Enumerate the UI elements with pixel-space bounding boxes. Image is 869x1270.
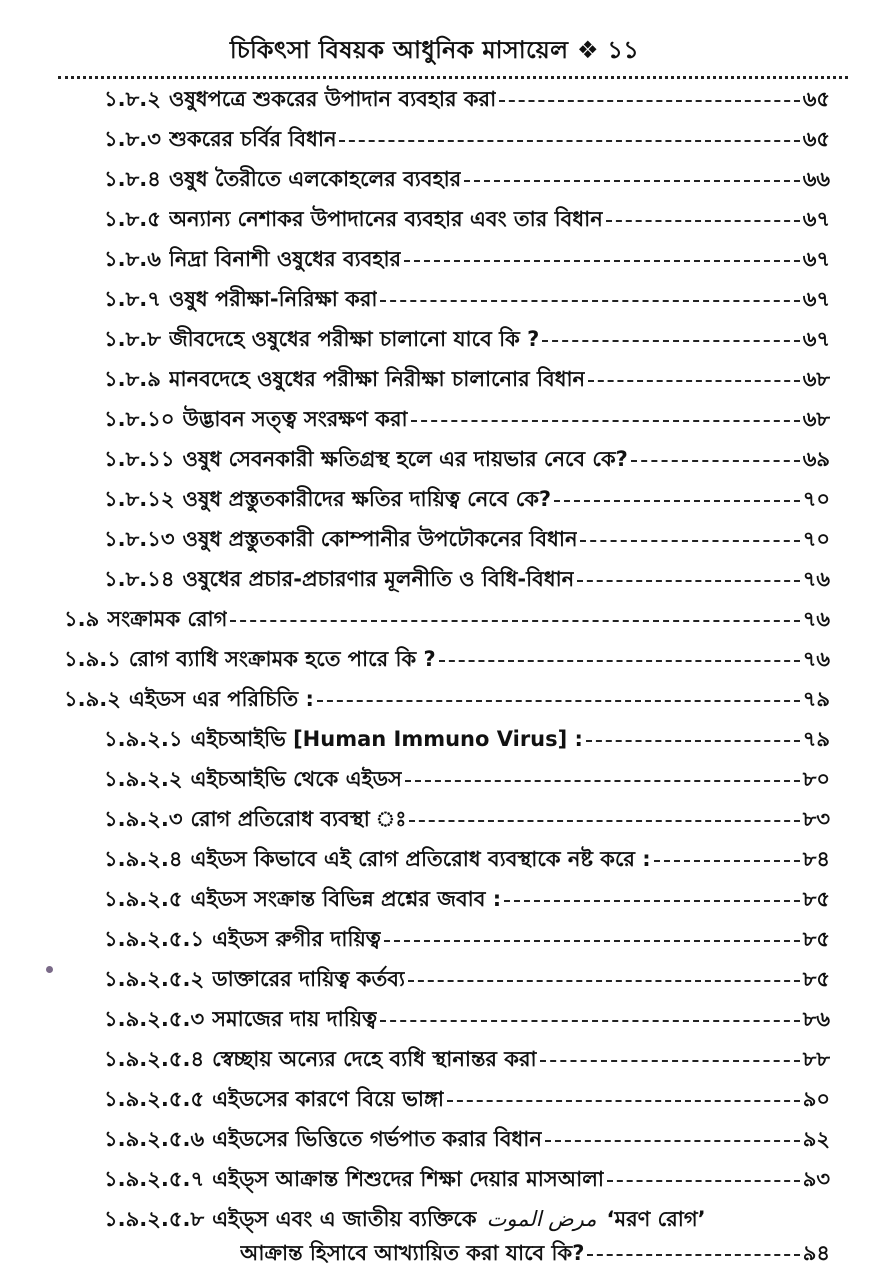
toc-entry	[104, 1202, 830, 1236]
toc-entry-page-number: ৬৫	[802, 87, 830, 111]
toc-entry	[104, 802, 830, 836]
toc-entry	[104, 922, 830, 956]
toc-entry-page-number: ৮৪	[802, 847, 830, 871]
toc-entry-title: নিদ্রা বিনাশী ওষুধের ব্যবহার	[168, 247, 402, 271]
page-header: চিকিৎসা বিষয়ক আধুনিক মাসায়েল ❖ ১১	[229, 36, 640, 64]
toc-entry-number: ১.৯.২.৫.২	[104, 967, 205, 991]
toc-entry-title: এইড্স এবং এ জাতীয় ব্যক্তিকে	[212, 1207, 477, 1231]
toc-entry-number: ১.৮.৪	[104, 167, 161, 191]
toc-entry	[104, 1042, 830, 1076]
toc-entry-title: ওষুধ সেবনকারী ক্ষতিগ্রস্থ হলে এর দায়ভার নেবে কে?	[182, 447, 628, 471]
toc-entry-title: রোগ প্রতিরোধ ব্যবস্থা ঃ	[190, 807, 407, 831]
dash-leader	[545, 1140, 800, 1142]
toc-entry-number: ১.৯	[64, 607, 100, 631]
toc-entry	[104, 442, 830, 476]
toc-entry-number: ১.৮.৫	[104, 207, 161, 231]
toc-entry-title: শুকরের চর্বির বিধান	[168, 127, 337, 151]
dash-leader	[499, 100, 800, 102]
toc-entry	[104, 562, 830, 596]
toc-entry-page-number: ৭৯	[802, 687, 830, 711]
toc-entry-title: এইচআইভি [Human Immuno Virus] :	[190, 727, 583, 751]
toc-entry-page-number: ৮৩	[802, 807, 830, 831]
toc-entry	[104, 282, 830, 316]
toc-entry-title: এইড্স আক্রান্ত শিশুদের শিক্ষা দেয়ার মাসআলা	[212, 1167, 604, 1191]
toc-entry-page-number: ৬৬	[802, 167, 830, 191]
toc-entry-number: ১.৯.২.৫.৮	[104, 1207, 205, 1231]
dash-leader	[439, 660, 800, 662]
dash-leader	[404, 260, 800, 262]
toc-entry-page-number: ৬৮	[802, 367, 830, 391]
toc-entry	[104, 202, 830, 236]
toc-entry	[104, 762, 830, 796]
dash-leader	[409, 820, 799, 822]
toc-entry	[104, 722, 830, 756]
toc-entry	[104, 402, 830, 436]
toc-entry-number: ১.৯.২.৫.১	[104, 927, 205, 951]
dash-leader	[654, 860, 800, 862]
dash-leader	[586, 740, 800, 742]
toc-entry-page-number: ৬৭	[802, 287, 830, 311]
toc-entry-number: ১.৯.২.৫.৩	[104, 1007, 205, 1031]
toc-entry-page-number: ৭০	[802, 527, 830, 551]
toc-entry	[104, 322, 830, 356]
dash-leader	[464, 180, 799, 182]
toc-entry-number: ১.৮.১২	[104, 487, 175, 511]
toc-entry-title: এইডস এর পরিচিতি :	[128, 687, 314, 711]
toc-entry-page-number: ৬৯	[802, 447, 830, 471]
toc-entry-number: ১.৯.২.৫.৫	[104, 1087, 205, 1111]
dash-leader	[384, 940, 800, 942]
toc-entry-number: ১.৮.৬	[104, 247, 161, 271]
toc-entry-page-number: ৬৭	[802, 327, 830, 351]
dash-leader	[587, 1254, 799, 1256]
toc-entry-title: এইডস কিভাবে এই রোগ প্রতিরোধ ব্যবস্থাকে নষ্ট করে :	[190, 847, 651, 871]
toc-entry-number: ১.৯.২.৫.৪	[104, 1047, 205, 1071]
toc-entry	[104, 1122, 830, 1156]
toc-entry-title: ওষুধ প্রস্তুতকারীদের ক্ষতির দায়িত্ব নেবে কে?	[182, 487, 552, 511]
dash-leader	[542, 340, 799, 342]
toc-entry-page-number: ৮৫	[802, 967, 830, 991]
dash-leader	[317, 700, 800, 702]
toc-entry-title: অন্যান্য নেশাকর উপাদানের ব্যবহার এবং তার বিধান	[168, 207, 603, 231]
toc-entry-title: ওষুধ প্রস্তুতকারী কোম্পানীর উপঢৌকনের বিধান	[182, 527, 578, 551]
toc-entry-page-number: ৯০	[802, 1087, 830, 1111]
toc-entry	[104, 362, 830, 396]
toc-entry	[104, 162, 830, 196]
toc-entry-page-number: ৯৪	[802, 1241, 830, 1265]
toc-entry	[64, 642, 830, 676]
toc-entry	[104, 882, 830, 916]
toc-entry-page-number: ৮৮	[802, 1047, 830, 1071]
toc-entry-title: সমাজের দায় দায়িত্ব	[212, 1007, 378, 1031]
toc-entry-number: ১.৮.৯	[104, 367, 161, 391]
toc-entry-number: ১.৯.২	[64, 687, 121, 711]
toc-entry-number: ১.৮.২	[104, 87, 161, 111]
toc-entry-number: ১.৮.৭	[104, 287, 161, 311]
stray-dot-mark	[46, 966, 53, 973]
dash-leader	[504, 900, 800, 902]
toc-entry-page-number: ৭৬	[802, 647, 830, 671]
dash-leader	[607, 1180, 800, 1182]
toc-entry-page-number: ৬৮	[802, 407, 830, 431]
toc-entry-page-number: ৭৬	[802, 607, 830, 631]
toc-entry-page-number: ৮০	[802, 767, 830, 791]
toc-entry-arabic-term: مرض الموت	[486, 1207, 597, 1231]
dash-leader	[447, 1100, 800, 1102]
toc-entry	[104, 1002, 830, 1036]
toc-entry-page-number: ৮৫	[802, 927, 830, 951]
toc-entry-title: এইচআইভি থেকে এইডস	[190, 767, 402, 791]
dash-leader	[408, 980, 800, 982]
toc-entry-page-number: ৯২	[802, 1127, 830, 1151]
dash-leader	[577, 580, 799, 582]
toc-entry	[240, 1236, 830, 1270]
toc-entry-title: এইডস সংক্রান্ত বিভিন্ন প্রশ্নের জবাব :	[190, 887, 502, 911]
dash-leader	[631, 460, 800, 462]
dash-leader	[380, 300, 799, 302]
toc-entry	[64, 602, 830, 636]
toc-entry-page-number: ৮৫	[802, 887, 830, 911]
toc-entry-number: ১.৯.২.৪	[104, 847, 183, 871]
toc-entry-page-number: ৬৫	[802, 127, 830, 151]
toc-entry-page-number: ৭০	[802, 487, 830, 511]
toc-entry	[104, 242, 830, 276]
dash-leader	[588, 380, 800, 382]
toc-entry-title: এইডসের ভিত্তিতে গর্ভপাত করার বিধান	[212, 1127, 542, 1151]
toc-entry-number: ১.৯.২.৫	[104, 887, 183, 911]
toc-entry-title: উদ্ভাবন সত্ত্ব সংরক্ষণ করা	[182, 407, 408, 431]
toc-entry-title: এইডসের কারণে বিয়ে ভাঙ্গা	[212, 1087, 444, 1111]
toc-entry-title: ওষুধ তৈরীতে এলকোহলের ব্যবহার	[168, 167, 462, 191]
toc-entry-title: ওষুধ পরীক্ষা-নিরিক্ষা করা	[168, 287, 378, 311]
toc-entry-title: রোগ ব্যাধি সংক্রামক হতে পারে কি ?	[128, 647, 436, 671]
toc-entry-page-number: ৮৬	[802, 1007, 830, 1031]
toc-entry-title: ওষুধের প্রচার-প্রচারণার মূলনীতি ও বিধি-বিধান	[182, 567, 575, 591]
toc-entry-title: ওষুধপত্রে শুকরের উপাদান ব্যবহার করা	[168, 87, 497, 111]
toc-entry-page-number: ৯৩	[802, 1167, 830, 1191]
toc-entry-title: জীবদেহে ওষুধের পরীক্ষা চালানো যাবে কি ?	[168, 327, 540, 351]
dash-leader	[554, 500, 800, 502]
toc-entry-title: সংক্রামক রোগ	[107, 607, 228, 631]
toc-entry-page-number: ৭৬	[802, 567, 830, 591]
toc-entry-number: ১.৮.১০	[104, 407, 175, 431]
dash-leader	[405, 780, 800, 782]
dash-leader	[380, 1020, 800, 1022]
toc-entry-number: ১.৯.২.৫.৭	[104, 1167, 205, 1191]
toc-entry	[104, 82, 830, 116]
toc-entry-number: ১.৯.২.১	[104, 727, 183, 751]
toc-entry	[64, 682, 830, 716]
toc-entry	[104, 522, 830, 556]
toc-entry-page-number: ৭৯	[802, 727, 830, 751]
toc-entry-number: ১.৮.৮	[104, 327, 161, 351]
toc-entry	[104, 1082, 830, 1116]
toc-entry-number: ১.৮.১৪	[104, 567, 175, 591]
dash-leader	[580, 540, 799, 542]
toc-entry-title: ডাক্তারের দায়িত্ব কর্তব্য	[212, 967, 405, 991]
toc-entry-number: ১.৮.৩	[104, 127, 161, 151]
toc-entry-number: ১.৯.২.৫.৬	[104, 1127, 205, 1151]
toc-entry-page-number: ৬৭	[802, 207, 830, 231]
dash-leader	[230, 620, 799, 622]
dash-leader	[540, 1060, 800, 1062]
dash-leader	[411, 420, 800, 422]
toc-entry-number: ১.৮.১৩	[104, 527, 175, 551]
toc-entry	[104, 962, 830, 996]
toc-entry-number: ১.৮.১১	[104, 447, 175, 471]
toc-entry-title: স্বেচ্ছায় অন্যের দেহে ব্যধি স্থানান্তর করা	[212, 1047, 537, 1071]
toc-entry-title: এইডস রুগীর দায়িত্ব	[212, 927, 381, 951]
toc-entry	[104, 842, 830, 876]
dash-leader	[606, 220, 800, 222]
dash-leader	[339, 140, 799, 142]
toc-entry	[104, 482, 830, 516]
toc-entry-page-number: ৬৭	[802, 247, 830, 271]
toc-entry-title: মানবদেহে ওষুধের পরীক্ষা নিরীক্ষা চালানোর বিধান	[168, 367, 586, 391]
toc-entry	[104, 1162, 830, 1196]
toc-entry-number: ১.৯.২.২	[104, 767, 183, 791]
toc-entry-number: ১.৯.২.৩	[104, 807, 183, 831]
toc-entry-title-suffix: ‘মরণ রোগ’	[606, 1207, 706, 1231]
header-dotted-rule	[58, 76, 848, 79]
toc-entry-number: ১.৯.১	[64, 647, 121, 671]
toc-entry	[104, 122, 830, 156]
toc-entry-title: আক্রান্ত হিসাবে আখ্যায়িত করা যাবে কি?	[240, 1241, 585, 1265]
